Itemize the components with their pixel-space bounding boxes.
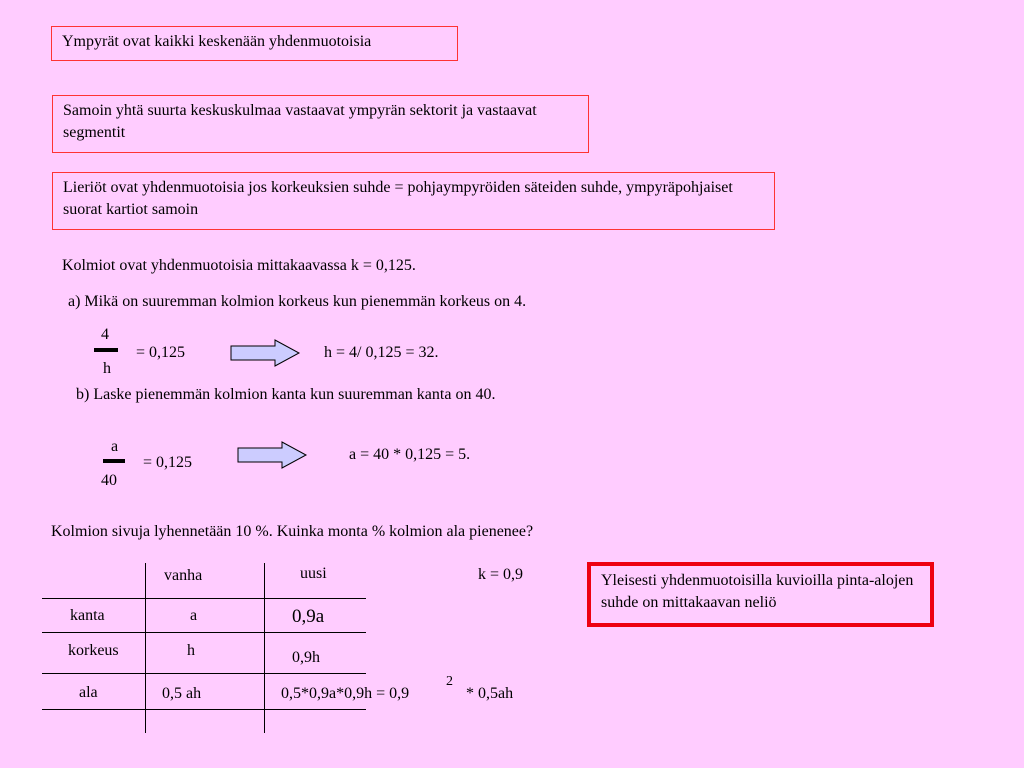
area-expression-tail: * 0,5ah — [466, 685, 514, 702]
statement-box-cylinders — [52, 172, 775, 230]
result-a: h = 4/ 0,125 = 32. — [324, 344, 439, 361]
table-row-label: kanta — [70, 607, 105, 624]
statement-text: Samoin yhtä suurta keskuskulmaa vastaavat ympyrän sektorit ja vastaavat segmentit — [63, 102, 537, 141]
problem2-question: Kolmion sivuja lyhennetään 10 %. Kuinka monta % kolmion ala pienenee? — [51, 523, 534, 540]
table-divider — [145, 563, 146, 733]
fraction-a-numerator: 4 — [101, 326, 109, 343]
table-header-old: vanha — [164, 567, 203, 584]
fraction-b-denominator: 40 — [101, 472, 117, 489]
arrow-right-icon — [236, 441, 308, 471]
problem1-question-a: a) Mikä on suuremman kolmion korkeus kun pienemmän korkeus on 4. — [68, 293, 527, 310]
table-cell-new: 0,9a — [292, 606, 325, 627]
result-b: a = 40 * 0,125 = 5. — [349, 446, 471, 463]
table-divider — [42, 632, 366, 633]
problem1-question-b: b) Laske pienemmän kolmion kanta kun suuremman kanta on 40. — [76, 386, 496, 403]
exponent: 2 — [446, 674, 453, 689]
table-divider — [264, 563, 265, 733]
statement-box-area-ratio — [587, 562, 934, 627]
table-cell-new: 0,9h — [292, 649, 320, 666]
table-divider — [42, 598, 366, 599]
table-divider — [42, 709, 366, 710]
statement-text: Ympyrät ovat kaikki keskenään yhdenmuotoisia — [62, 33, 372, 50]
problem1-intro: Kolmiot ovat yhdenmuotoisia mittakaavassa k = 0,125. — [62, 257, 416, 274]
table-cell-old: 0,5 ah — [162, 685, 202, 702]
statement-box-sectors — [52, 95, 589, 153]
fraction-b-bar — [103, 459, 125, 463]
table-cell-new: 0,5*0,9a*0,9h = 0,9 — [281, 685, 410, 702]
fraction-b-numerator: a — [111, 438, 119, 455]
table-cell-old: a — [190, 607, 198, 624]
fraction-a-bar — [94, 348, 118, 352]
scale-factor-label: k = 0,9 — [478, 566, 524, 583]
table-cell-old: h — [187, 642, 195, 659]
statement-box-circles — [51, 26, 458, 61]
table-divider — [42, 673, 366, 674]
table-row-label: korkeus — [68, 642, 119, 659]
fraction-a-denominator: h — [103, 360, 111, 377]
table-row-label: ala — [79, 684, 98, 701]
equation-b: = 0,125 — [143, 454, 193, 471]
arrow-right-icon — [229, 339, 301, 369]
equation-a: = 0,125 — [136, 344, 186, 361]
statement-text: Lieriöt ovat yhdenmuotoisia jos korkeuksien suhde = pohjaympyröiden säteiden suhde, ympyräpohjaiset suorat kartiot samoin — [63, 179, 733, 218]
table-header-new: uusi — [300, 565, 327, 582]
statement-text: Yleisesti yhdenmuotoisilla kuvioilla pinta-alojen suhde on mittakaavan neliö — [601, 572, 914, 611]
